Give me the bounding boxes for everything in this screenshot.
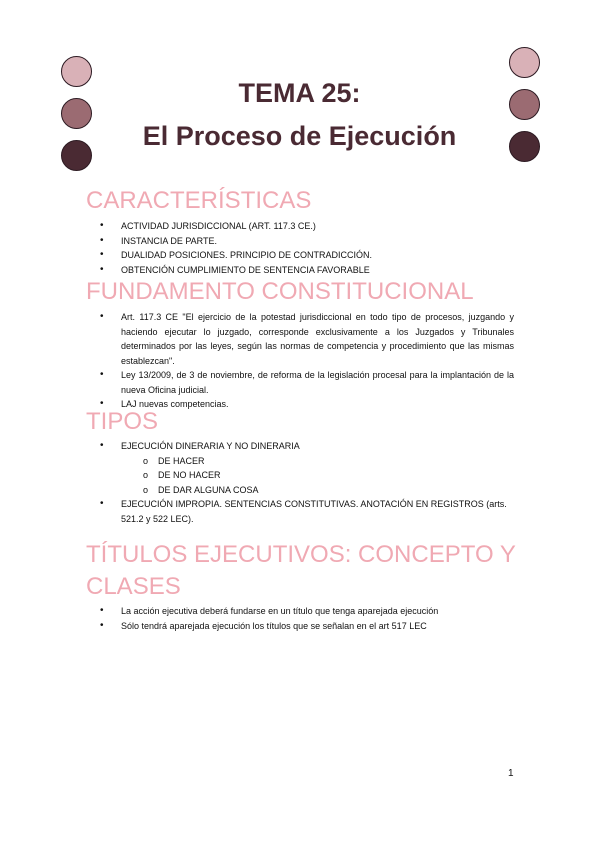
list-item: • DUALIDAD POSICIONES. PRINCIPIO DE CONTRADICCIÓN. bbox=[86, 248, 514, 263]
list-item: • INSTANCIA DE PARTE. bbox=[86, 234, 514, 249]
list-caracteristicas bbox=[86, 219, 514, 277]
list-item: • Ley 13/2009, de 3 de noviembre, de reforma de la legislación procesal para la implantación de la nueva Oficina judicial. bbox=[86, 368, 514, 397]
heading-caracteristicas: CARACTERÍSTICAS bbox=[86, 187, 312, 214]
list-item: • La acción ejecutiva deberá fundarse en un título que tenga aparejada ejecución bbox=[86, 604, 514, 619]
sublist-item: o DE DAR ALGUNA COSA bbox=[121, 483, 514, 498]
list-item: • ACTIVIDAD JURISDICCIONAL (ART. 117.3 CE.) bbox=[86, 219, 514, 234]
list-item: • Sólo tendrá aparejada ejecución los títulos que se señalan en el art 517 LEC bbox=[86, 619, 514, 634]
list-item: • OBTENCIÓN CUMPLIMIENTO DE SENTENCIA FAVORABLE bbox=[86, 263, 514, 278]
list-item-text: EJECUCIÓN DINERARIA Y NO DINERARIA bbox=[121, 441, 300, 451]
list-titulos bbox=[86, 604, 514, 633]
heading-fundamento-constitucional: FUNDAMENTO CONSTITUCIONAL bbox=[86, 278, 474, 305]
heading-tipos: TIPOS bbox=[86, 408, 159, 435]
list-item: • LAJ nuevas competencias. bbox=[86, 397, 514, 412]
page-number: 1 bbox=[508, 768, 514, 779]
heading-titulos-line-2: CLASES bbox=[86, 573, 181, 600]
title-line-1: TEMA 25: bbox=[238, 78, 361, 108]
decorative-circle-light-right bbox=[509, 47, 540, 78]
sublist-tipos bbox=[121, 454, 514, 498]
list-item: • EJECUCIÓN IMPROPIA. SENTENCIAS CONSTITUTIVAS. ANOTACIÓN EN REGISTROS (arts. 521.2 y 522 LEC). bbox=[86, 497, 514, 526]
list-item: • Art. 117.3 CE "El ejercicio de la potestad jurisdiccional en todo tipo de procesos, juzgando y haciendo ejecutar lo juzgado, corresponde exclusivamente a los Juzgados y Tribunales determinados por las leyes, según las normas de competencia y procedimiento que las mismas establezcan". bbox=[86, 310, 514, 368]
sublist-item: o DE NO HACER bbox=[121, 468, 514, 483]
title-line-2: El Proceso de Ejecución bbox=[142, 121, 457, 151]
list-fundamento bbox=[86, 310, 514, 412]
heading-titulos-line-1: TÍTULOS EJECUTIVOS: CONCEPTO Y bbox=[86, 541, 516, 568]
list-item bbox=[86, 439, 514, 497]
sublist-item: o DE HACER bbox=[121, 454, 514, 469]
list-tipos bbox=[86, 439, 514, 526]
